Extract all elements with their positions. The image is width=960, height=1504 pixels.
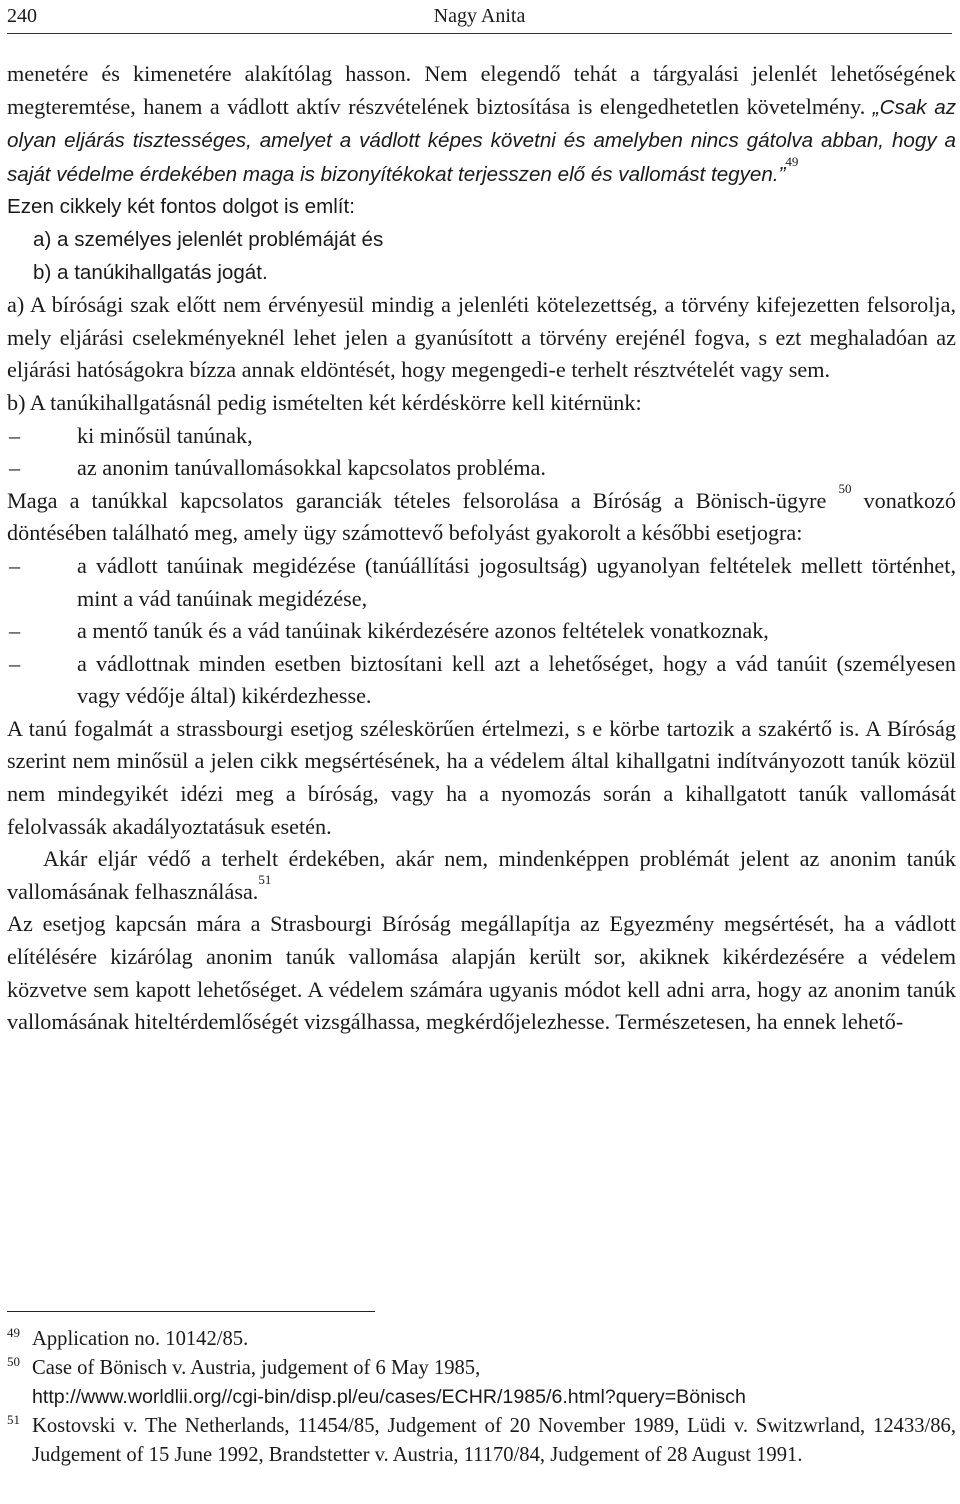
bonisch-text-2: vonatkozó döntésében található meg, amely ügy számottevő befolyást gyakorolt a későbbi esetjogra:: [7, 487, 956, 546]
intro-text: menetére és kimenetére alakítólag hasson. Nem elegendő tehát a tárgyalási jelenlét lehetőségének megteremtése, hanem a vádlott aktív részvételének biztosítása is elengedhetetlen követelmény.: [7, 61, 956, 119]
anonymous-witness-text: Akár eljár védő a terhelt érdekében, akár nem, mindenképpen problémát jelent az anonim tanúk vallomásának felhasználása.: [7, 846, 956, 904]
footnote-51: [7, 1412, 956, 1470]
list-item-text: a vádlottnak minden esetben biztosítani kell azt a lehetőséget, hogy a vád tanúit (személyesen vagy védője által) kikérdezhesse.: [77, 650, 956, 709]
paragraph-b-lead: b) A tanúkihallgatásnál pedig ismételten két kérdéskörre kell kitérnünk:: [7, 389, 642, 415]
intro-quote: „Csak az olyan eljárás tisztességes, amelyet a vádlott képes követni és amelyben nincs gátolva abban, hogy a saját védelme érdekében maga is bizonyítékokat terjesszen elő és vallomást tegyen.”: [7, 95, 956, 186]
list-item-text: a mentő tanúk és a vád tanúinak kikérdezésére azonos feltételek vonatkoznak,: [77, 618, 769, 644]
dash-bullet-icon: –: [9, 650, 21, 676]
list-item: [7, 615, 956, 648]
witness-concept-paragraph: A tanú fogalmát a strassbourgi esetjog széleskörűen értelmezi, s e körbe tartozik a szakértő is. A Bíróság szerint nem minősül a jelen cikk megsértésének, ha a védelem által kihallgatni indítványozott tanúk közül nem mindegyikét idézi meg a bíróság, vagy ha a nyomozás során a kihallgatott tanúk vallomását felolvassák akadályoztatásuk esetén.: [7, 715, 956, 839]
running-head-author: Nagy Anita: [433, 5, 526, 27]
footnote-text: Case of Bönisch v. Austria, judgement of 6 May 1985,: [32, 1357, 481, 1379]
footnote-ref-49[interactable]: 49: [785, 153, 799, 169]
dash-bullet-icon: –: [9, 455, 21, 481]
footnote-number: 51: [7, 1412, 20, 1427]
caselaw-paragraph: Az esetjog kapcsán mára a Strasbourgi Bíróság megállapítja az Egyezmény megsértését, ha a vádlott elítélésére kizárólag anonim tanúk vallomása alapján került sor, akiknek kikérdezésére a védelem közvetve sem kapott lehetőséget. A védelem számára ugyanis módot kell adni arra, hogy az anonim tanúk vallomásának hiteltérdemlőségét vizsgálhassa, megkérdőjelezhesse. Természetesen, ha ennek lehető-: [7, 911, 956, 1035]
list-item: [7, 648, 956, 713]
list-item: [7, 550, 956, 615]
bonisch-paragraph: [7, 480, 956, 550]
list-item: a) a személyes jelenlét problémáját és: [33, 227, 384, 251]
anonymous-witness-paragraph: [7, 843, 956, 908]
page-body: [7, 58, 956, 1039]
footnote-text: Kostovski v. The Netherlands, 11454/85, Judgement of 20 November 1989, Lüdi v. Switzwrland, 12433/86, Judgement of 15 June 1992, Brandstetter v. Austria, 11170/84, Judgement of 28 August 1991.: [32, 1415, 956, 1466]
list-item: [7, 452, 956, 485]
article-points-list: [7, 224, 956, 289]
guarantees-list: [7, 550, 956, 713]
dash-bullet-icon: –: [9, 618, 21, 644]
footnote-ref-51[interactable]: 51: [258, 871, 272, 887]
list-item-text: az anonim tanúvallomásokkal kapcsolatos probléma.: [77, 455, 546, 481]
page-header: [7, 0, 952, 34]
dash-bullet-icon: –: [9, 552, 21, 578]
paragraph-a: a) A bírósági szak előtt nem érvényesül mindig a jelenléti kötelezettség, a törvény kifejezetten felsorolja, mely eljárási cselekményeknél lehet jelen a gyanúsított a törvény erejénél fogva, s ezt meghaladóan az eljárási hatóságokra bízza annak eldöntését, hogy megengedi-e terhelt résztvételét vagy sem.: [7, 292, 956, 383]
dash-bullet-icon: –: [9, 422, 21, 448]
footnote-ref-50[interactable]: 50: [838, 480, 852, 496]
bonisch-text-1: Maga a tanúkkal kapcsolatos garanciák tételes felsorolása a Bíróság a Bönisch-ügyre: [7, 487, 839, 513]
footnote-separator: [7, 1311, 375, 1312]
page-number: 240: [7, 5, 37, 27]
footnote-text: Application no. 10142/85.: [32, 1328, 249, 1350]
footnote-49: [7, 1325, 956, 1354]
footnote-number: 50: [7, 1354, 20, 1369]
article-lead: Ezen cikkely két fontos dolgot is említ:: [7, 195, 355, 219]
list-item: [7, 420, 956, 453]
list-item-text: ki minősül tanúnak,: [77, 422, 253, 448]
witness-questions-list: [7, 420, 956, 485]
footnote-50: [7, 1354, 956, 1412]
footnote-number: 49: [7, 1325, 20, 1340]
list-item-text: a vádlott tanúinak megidézése (tanúállítási jogosultság) ugyanolyan feltételek mellett történhet, mint a vád tanúinak megidézése,: [77, 552, 956, 611]
intro-paragraph: [7, 58, 956, 191]
list-item: b) a tanúkihallgatás jogát.: [33, 260, 268, 284]
footnotes: [7, 1325, 956, 1470]
footnote-url-link[interactable]: http://www.worldlii.org//cgi-bin/disp.pl/eu/cases/ECHR/1985/6.html?query=Bönisch: [32, 1386, 746, 1408]
